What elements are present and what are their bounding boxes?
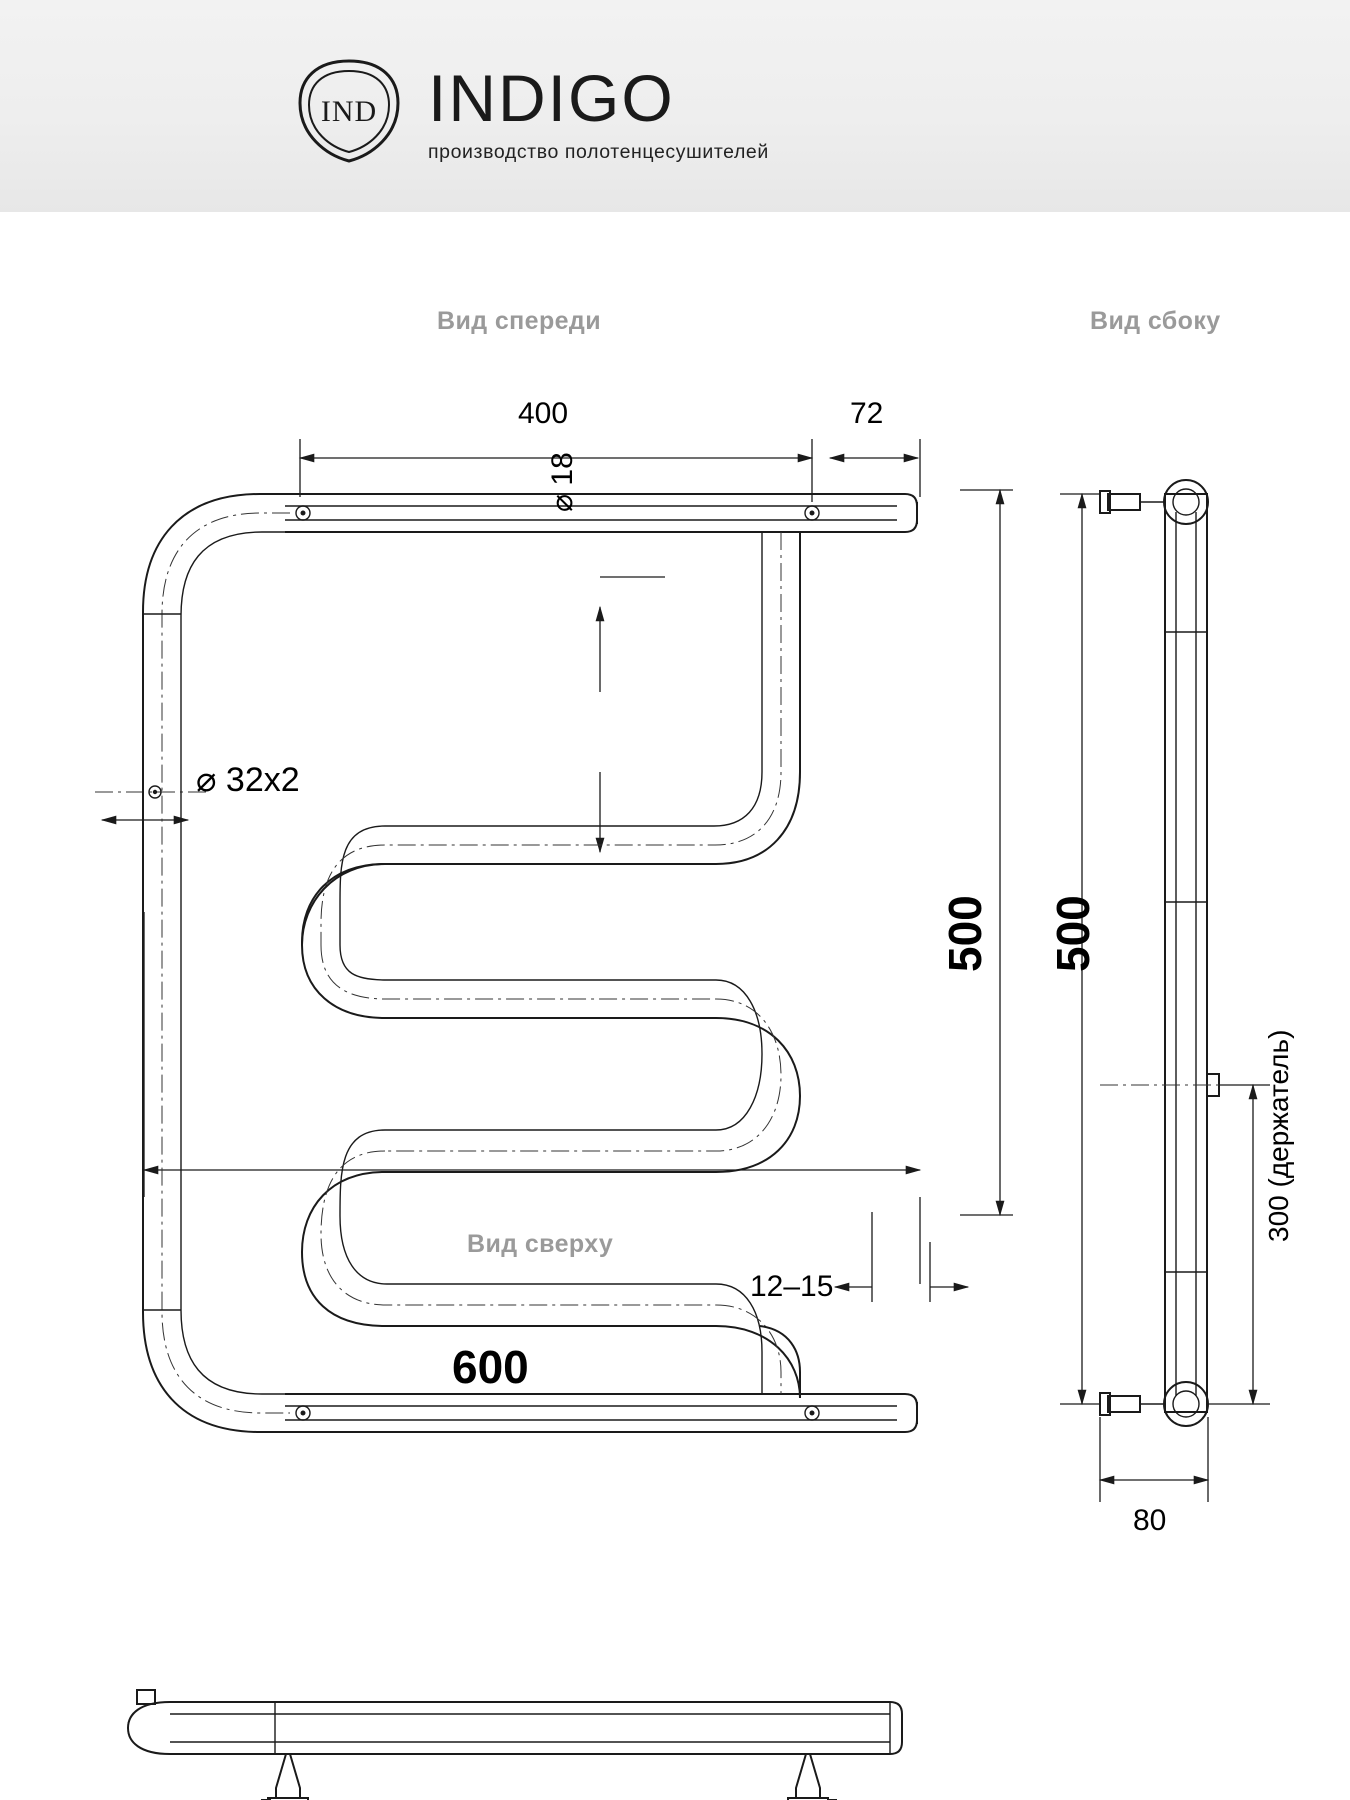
brand-tagline: производство полотенцесушителей	[428, 141, 769, 163]
dim-side-80	[1100, 1417, 1208, 1502]
dim-72	[830, 439, 920, 497]
side-view-title: Вид сбоку	[1090, 307, 1221, 335]
dim-label-holder-300: 300 (держатель)	[1263, 1029, 1294, 1242]
dim-label-dia-18: ⌀ 18	[546, 452, 579, 512]
front-view-drawing	[95, 439, 1013, 1432]
top-view-bracket-right	[788, 1754, 836, 1800]
indigo-shield-logo-icon	[290, 55, 408, 167]
top-view-bracket-left	[262, 1754, 308, 1800]
dim-600	[144, 912, 920, 1284]
rail-serpentine	[302, 532, 800, 1398]
top-view-drawing	[128, 1690, 902, 1800]
side-wall-connector-bottom	[1100, 1393, 1165, 1415]
front-view-title: Вид спереди	[437, 307, 601, 335]
dim-label-side-500: 500	[1047, 895, 1099, 972]
dim-label-front-500: 500	[939, 895, 991, 972]
dim-dia-32x2	[95, 786, 210, 820]
page-header	[0, 0, 1350, 213]
dim-label-12-15: 12–15	[750, 1270, 834, 1303]
dim-label-side-80: 80	[1133, 1504, 1167, 1537]
dim-label-72: 72	[850, 397, 884, 430]
rail-bottom-bar	[285, 1394, 917, 1432]
side-view-drawing	[1060, 480, 1270, 1502]
side-wall-connector-top	[1100, 491, 1165, 513]
rail-outer-bend	[143, 494, 290, 1432]
dim-label-400: 400	[518, 397, 569, 430]
dim-front-500	[960, 490, 1013, 1215]
dim-holder-300	[1208, 1085, 1270, 1404]
dim-label-dia-32x2: ⌀ 32x2	[196, 761, 300, 799]
drawing-sheet	[0, 212, 1350, 1800]
brand-lockup	[290, 55, 769, 167]
top-view-title: Вид сверху	[467, 1230, 614, 1258]
brand-name: INDIGO	[428, 61, 675, 135]
dim-label-600: 600	[452, 1341, 529, 1393]
dim-dia-18	[600, 577, 665, 852]
dim-12-15	[835, 1212, 968, 1302]
rail-top-bar	[285, 494, 917, 532]
svg-text:IND: IND	[320, 95, 378, 128]
brand-text-block	[428, 55, 769, 164]
